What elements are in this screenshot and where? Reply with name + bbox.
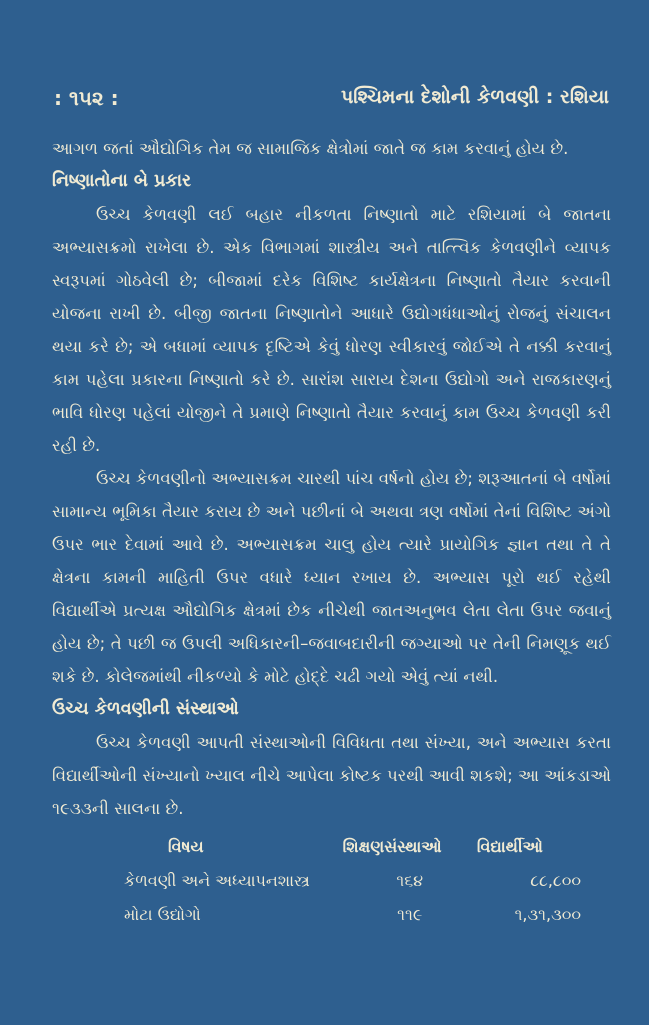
paragraph-institutions: ઉચ્ચ કેળવણી આપતી સંસ્થાઓની વિવિધતા તથા સંખ્યા, અને અભ્યાસ કરતા વિદ્યાર્થીઓની સંખ્યાનો ખ્યાલ નીચે આપેલા કોષ્ટક પરથી આવી શકશે; આ આંકડાઓ ૧૯૩૩ની સાલના છે. [52, 733, 611, 818]
table-cell-subject: કેળવણી અને અધ્યાપનશાસ્ત્ર [124, 870, 310, 890]
page-header [40, 86, 609, 116]
table-row [52, 897, 611, 931]
table-cell-students: ૮૮,૮૦૦ [530, 870, 581, 890]
section-heading-types: નિષ્ણાતોના બે પ્રકાર [52, 171, 192, 191]
paragraph-curriculum: ઉચ્ચ કેળવણીનો અભ્યાસક્રમ ચારથી પાંચ વર્ષનો હોય છે; શરૂઆતનાં બે વર્ષોમાં સામાન્ય ભૂમિકા તૈયાર કરાય છે અને પછીનાં બે અથવા ત્રણ વર્ષોમાં તેનાં વિશિષ્ટ અંગો ઉપર ભાર દેવામાં આવે છે. અભ્યાસક્રમ ચાલુ હોય ત્યારે પ્રાયોગિક જ્ઞાન તથા તે તે ક્ષેત્રના કામની માહિતી ઉપર વધારે ધ્યાન રખાય છે. અભ્યાસ પૂરો થઈ રહેથી વિદ્યાર્થીએ પ્રત્યક્ષ ઔદ્યોગિક ક્ષેત્રમાં છેક નીચેથી જાતઅનુભવ લેતા લેતા ઉપર જવાનું હોય છે; તે પછી જ ઉપલી અધિકારની–જવાબદારીની જગ્યાઓ પર તેની નિમણૂક થઈ શકે છે. કોલેજમાંથી નીકળ્યો કે મોટે હોદ્દે ચઢી ગયો એવું ત્યાં નથી. [52, 469, 611, 686]
table-cell-subject: મોટા ઉદ્યોગો [124, 904, 201, 924]
column-header-institutions: શિક્ષણસંસ્થાઓ [342, 836, 442, 856]
table-cell-students: ૧,૩૧,૩૦૦ [514, 904, 581, 924]
statistics-table [52, 829, 611, 931]
table-row [52, 863, 611, 897]
page-number: : ૧૫૨ : [54, 86, 119, 110]
running-head: પશ્ચિમના દેશોની કેળવણી : રશિયા [340, 86, 609, 108]
column-header-students: વિદ્યાર્થીઓ [476, 836, 543, 856]
paragraph-continuation: આગળ જતાં ઔદ્યોગિક તેમ જ સામાજિક ક્ષેત્રોમાં જાતે જ કામ કરવાનું હોય છે. [52, 139, 569, 158]
table-header-row [52, 829, 611, 863]
column-header-subject: વિષય [168, 836, 204, 856]
paragraph-experts: ઉચ્ચ કેળવણી લઈ બહાર નીકળતા નિષ્ણાતો માટે રશિયામાં બે જાતના અભ્યાસક્રમો રાખેલા છે. એક વિભાગમાં શાસ્ત્રીય અને તાત્ત્વિક કેળવણીને વ્યાપક સ્વરૂપમાં ગોઠવેલી છે; બીજામાં દરેક વિશિષ્ટ કાર્યક્ષેત્રના નિષ્ણાતો તૈયાર કરવાની યોજના રાખી છે. બીજી જાતના નિષ્ણાતોને આધારે ઉદ્યોગધંધાઓનું રોજનું સંચાલન થયા કરે છે; એ બધામાં વ્યાપક દૃષ્ટિએ કેવું ધોરણ સ્વીકારવું જોઈએ તે નક્કી કરવાનું કામ પહેલા પ્રકારના નિષ્ણાતો કરે છે. સારાંશ સારાય દેશના ઉદ્યોગો અને રાજકારણનું ભાવિ ધોરણ પહેલાં યોજીને તે પ્રમાણે નિષ્ણાતો તૈયાર કરવાનું કામ ઉચ્ચ કેળવણી કરી રહી છે. [52, 205, 611, 455]
page-body [52, 132, 611, 931]
table-cell-institutions: ૧૬૪ [396, 870, 424, 890]
section-heading-institutions: ઉચ્ચ કેળવણીની સંસ્થાઓ [52, 699, 239, 719]
table-cell-institutions: ૧૧૯ [397, 904, 423, 924]
